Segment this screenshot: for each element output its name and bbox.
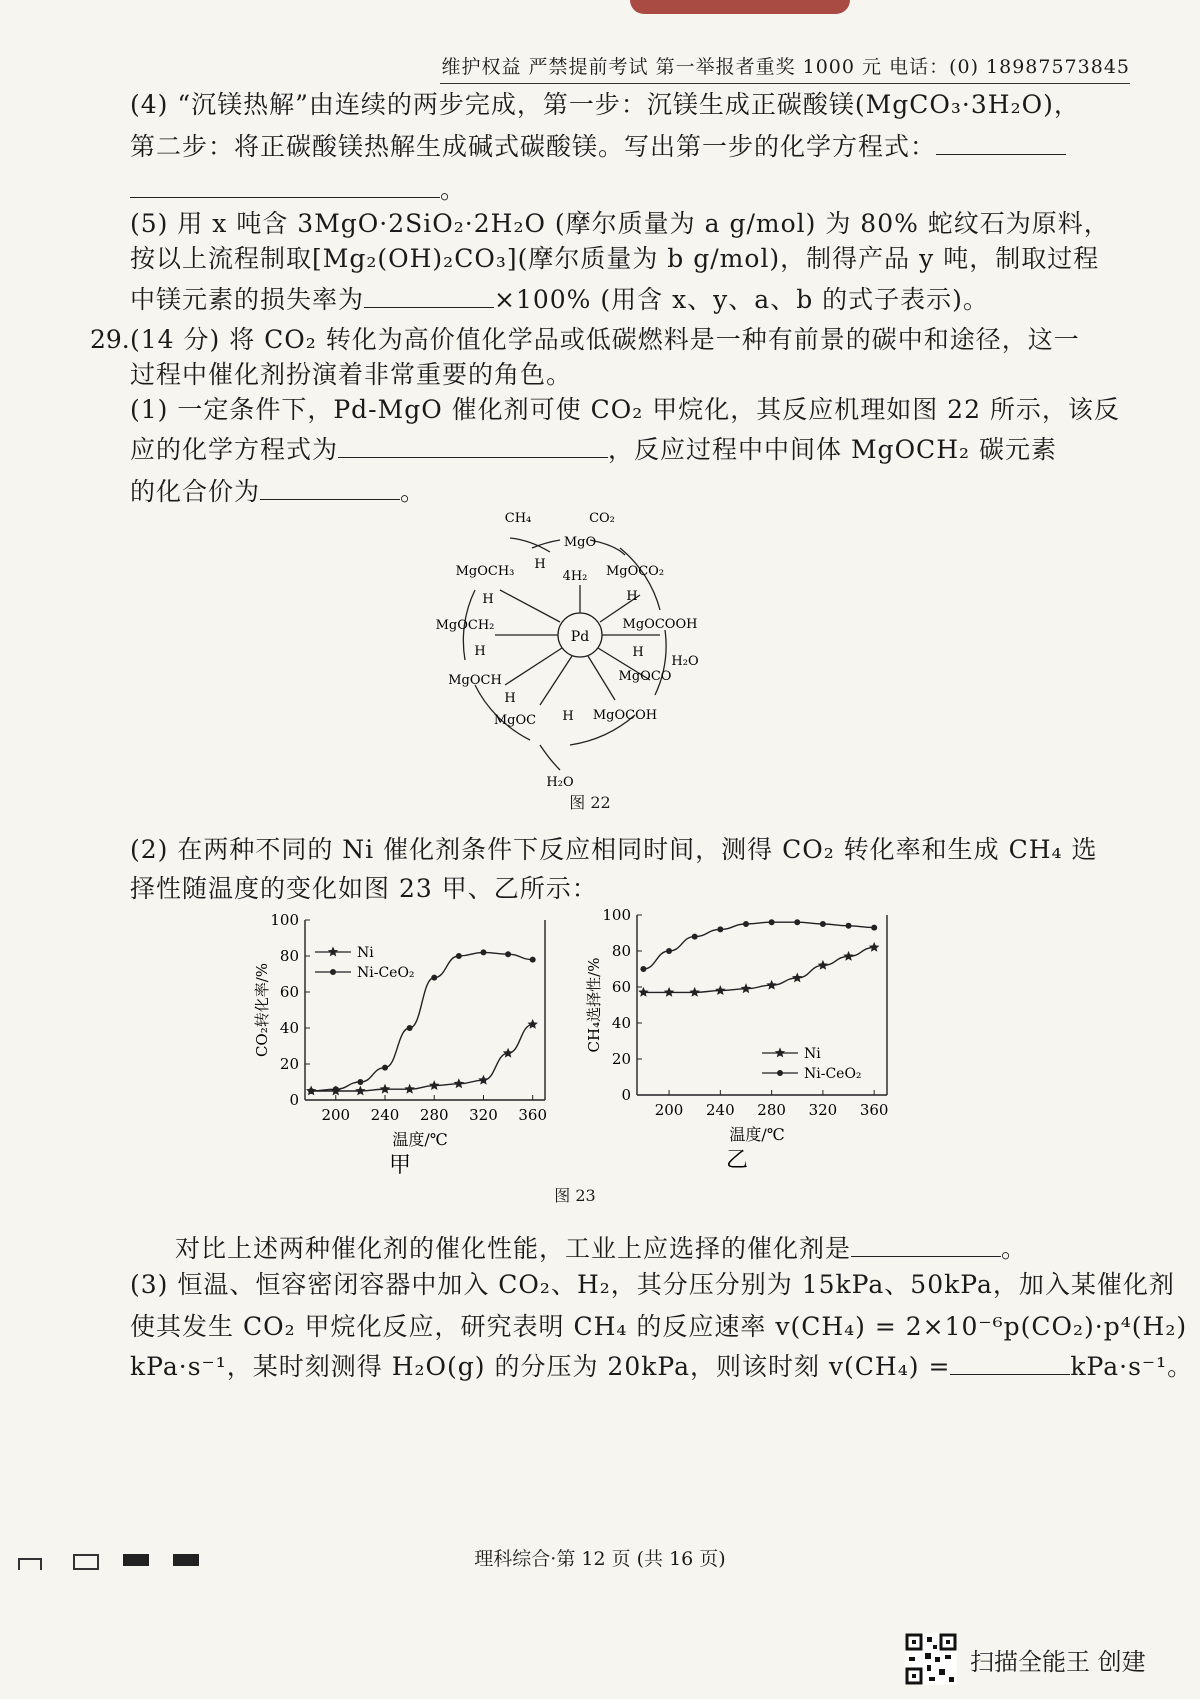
q29-p2-after	[175, 1232, 1027, 1266]
y-axis-label: CO₂转化率/%	[253, 962, 271, 1058]
node-mgocooh: MgOCOOH	[622, 617, 698, 632]
y-tick-label: 80	[279, 947, 299, 965]
q29-p3-line2: 使其发生 CO₂ 甲烷化反应，研究表明 CH₄ 的反应速率 v(CH₄) = 2×10⁻⁶p(CO₂)·p⁴(H₂)	[130, 1312, 1188, 1341]
y-tick-label: 100	[602, 906, 631, 924]
input-ch4: CH₄	[504, 511, 532, 526]
data-point-ni-ceo2	[640, 966, 646, 972]
data-point-ni-ceo2	[357, 1079, 363, 1085]
legend-label: Ni-CeO₂	[357, 965, 415, 981]
answer-blank[interactable]	[130, 175, 440, 198]
chart-title: 乙	[725, 1148, 749, 1173]
arrow-line	[588, 656, 615, 700]
q28-p5-line2: 按以上流程制取[Mg₂(OH)₂CO₃](摩尔质量为 b g/mol)，制得产品 y 吨，制取过程	[130, 244, 1100, 273]
x-tick-label: 320	[808, 1101, 838, 1119]
data-point-ni	[478, 1075, 489, 1085]
x-tick-label: 240	[706, 1101, 735, 1119]
top-binding-mark	[630, 0, 850, 14]
data-point-ni	[818, 960, 828, 970]
data-point-ni	[715, 985, 726, 995]
data-point-ni-ceo2	[717, 926, 723, 932]
arrow-ch4	[510, 538, 550, 552]
data-point-ni-ceo2	[692, 934, 698, 940]
q29-p2-line1: (2) 在两种不同的 Ni 催化剂条件下反应相同时间，测得 CO₂ 转化率和生成 CH₄ 选	[130, 835, 1098, 864]
q29-p2-after-start: 对比上述两种催化剂的催化性能，工业上应选择的催化剂是	[175, 1234, 852, 1263]
legend-label: Ni-CeO₂	[804, 1066, 862, 1082]
data-point-ni-ceo2	[846, 923, 852, 929]
answer-blank[interactable]	[364, 285, 494, 308]
data-point-ni-ceo2	[743, 921, 749, 927]
data-point-ni	[843, 951, 854, 961]
y-tick-label: 40	[279, 1019, 299, 1037]
y-tick-label: 20	[279, 1055, 299, 1073]
q29-p1-line2-end: ，反应过程中中间体 MgOCH₂ 碳元素	[608, 435, 1057, 464]
data-point-ni	[355, 1086, 365, 1096]
data-point-ni-ceo2	[308, 1088, 314, 1094]
x-axis-label: 温度/℃	[729, 1125, 785, 1144]
q29-p3-line3-end: kPa·s⁻¹。	[1070, 1352, 1194, 1381]
node-mgoco: MgOCO	[618, 669, 672, 684]
chart-title: 甲	[388, 1153, 412, 1175]
data-point-ni	[528, 1019, 538, 1029]
x-tick-label: 360	[518, 1106, 548, 1124]
x-tick-label: 200	[654, 1101, 684, 1119]
answer-blank[interactable]	[851, 1234, 1001, 1257]
figure-23-caption: 图 23	[554, 1186, 596, 1205]
h-label: H	[534, 557, 546, 572]
h-label: H	[474, 644, 486, 659]
node-mgoch: MgOCH	[448, 673, 502, 688]
answer-blank[interactable]	[950, 1352, 1070, 1375]
data-point-ni	[404, 1084, 414, 1094]
data-point-ni	[766, 980, 776, 990]
q28-p5-line3	[130, 283, 989, 317]
arrow-line	[540, 656, 572, 705]
h2o-out-2: H₂O	[546, 775, 574, 790]
x-axis-label: 温度/℃	[392, 1130, 448, 1149]
x-tick-label: 280	[757, 1101, 786, 1119]
q28-p5-line1: (5) 用 x 吨含 3MgO·2SiO₂·2H₂O (摩尔质量为 a g/mol) 为 80% 蛇纹石为原料，	[130, 209, 1110, 238]
input-4h2: 4H₂	[562, 569, 588, 584]
q29-p1-line3	[130, 475, 426, 509]
data-point-ni	[869, 942, 880, 952]
q28-p5-line3-start: 中镁元素的损失率为	[130, 285, 365, 314]
q29-p1-line2	[130, 433, 1057, 467]
cycle-arc	[655, 630, 666, 695]
data-point-ni-ceo2	[333, 1086, 339, 1092]
page-header: 维护权益 严禁提前考试 第一举报者重奖 1000 元 电话：(0) 18987573845	[440, 52, 1130, 84]
x-tick-label: 360	[859, 1101, 889, 1119]
y-tick-label: 40	[611, 1014, 631, 1032]
figure-22-caption: 图 22	[569, 793, 611, 812]
page-footer: 理科综合·第 12 页 (共 16 页)	[474, 1548, 726, 1570]
q29-intro-line1: (14 分) 将 CO₂ 转化为高价值化学品或低碳燃料是一种有前景的碳中和途径，这一	[130, 325, 1080, 354]
data-point-ni-ceo2	[480, 949, 486, 955]
y-tick-label: 60	[279, 983, 299, 1001]
legend-marker-ni-ceo2	[330, 969, 336, 975]
q29-p1-line3-end: 。	[400, 477, 427, 506]
node-mgoch3: MgOCH₃	[455, 564, 515, 579]
arrow-h2o-out	[540, 745, 560, 770]
answer-blank[interactable]	[260, 477, 400, 500]
q29-p1-line1: (1) 一定条件下，Pd-MgO 催化剂可使 CO₂ 甲烷化，其反应机理如图 22 所示，该反	[130, 395, 1120, 424]
data-point-ni-ceo2	[871, 925, 877, 931]
arrow-line	[500, 590, 560, 622]
q29-p3-line1: (3) 恒温、恒容密闭容器中加入 CO₂、H₂，其分压分别为 15kPa、50kPa，加入某催化剂	[130, 1270, 1175, 1299]
legend-label: Ni	[804, 1046, 821, 1062]
series-line-ni	[643, 947, 874, 992]
q29-p1-line3-start: 的化合价为	[130, 477, 261, 506]
data-point-ni	[380, 1084, 390, 1094]
h-label: H	[504, 691, 516, 706]
qr-code-icon	[905, 1633, 957, 1685]
data-point-ni-ceo2	[769, 919, 775, 925]
legend-marker-ni	[328, 947, 338, 957]
data-point-ni-ceo2	[382, 1065, 388, 1071]
q28-p4-line3	[130, 173, 466, 207]
h-label: H	[626, 589, 638, 604]
q28-p5-line3-end: ×100% (用含 x、y、a、b 的式子表示)。	[494, 285, 989, 314]
figure-22-mechanism	[420, 500, 740, 790]
q28-p4-line3-end: 。	[440, 175, 467, 204]
arrow-line	[505, 648, 562, 685]
data-point-ni	[664, 987, 675, 997]
y-tick-label: 20	[611, 1050, 631, 1068]
series-line-ni-ceo2	[311, 952, 533, 1091]
answer-blank[interactable]	[936, 132, 1066, 155]
data-point-ni	[792, 973, 803, 983]
data-point-ni	[503, 1048, 514, 1058]
q29-p3-line3-start: kPa·s⁻¹，某时刻测得 H₂O(g) 的分压为 20kPa，则该时刻 v(CH₄) =	[130, 1352, 951, 1381]
node-mgoco2: MgOCO₂	[605, 564, 665, 579]
x-tick-label: 240	[370, 1106, 400, 1124]
watermark-text: 扫描全能王 创建	[970, 1648, 1146, 1676]
data-point-ni-ceo2	[794, 919, 800, 925]
q29-p2-line2: 择性随温度的变化如图 23 甲、乙所示：	[130, 874, 598, 903]
node-mgoch2: MgOCH₂	[435, 618, 495, 633]
data-point-ni-ceo2	[407, 1025, 413, 1031]
data-point-ni-ceo2	[431, 975, 437, 981]
q28-p4-line1: (4) “沉镁热解”由连续的两步完成，第一步：沉镁生成正碳酸镁(MgCO₃·3H₂O)，	[130, 90, 1080, 119]
y-tick-label: 0	[289, 1091, 299, 1109]
x-tick-label: 320	[469, 1106, 498, 1124]
data-point-ni-ceo2	[820, 921, 826, 927]
series-line-ni	[311, 1024, 533, 1091]
data-point-ni-ceo2	[530, 957, 536, 963]
chart-jia	[245, 905, 575, 1175]
legend-label: Ni	[357, 945, 374, 961]
series-line-ni-ceo2	[643, 922, 874, 969]
node-mgoc: MgOC	[493, 713, 537, 728]
pd-label: Pd	[570, 629, 590, 645]
data-point-ni-ceo2	[456, 953, 462, 959]
input-co2: CO₂	[589, 511, 615, 526]
y-tick-label: 0	[621, 1086, 631, 1104]
q29-p2-after-end: 。	[1001, 1234, 1028, 1263]
y-axis-label: CH₄选择性/%	[585, 957, 603, 1053]
q28-p4-line2-text: 第二步：将正碳酸镁热解生成碱式碳酸镁。写出第一步的化学方程式：	[130, 132, 937, 161]
y-tick-label: 80	[611, 942, 631, 960]
answer-blank[interactable]	[338, 435, 608, 458]
node-mgocoh: MgOCOH	[592, 708, 658, 723]
y-tick-label: 100	[270, 911, 299, 929]
data-point-ni	[741, 983, 752, 993]
h-label: H	[562, 709, 574, 724]
q29-p3-line3	[130, 1350, 1193, 1384]
data-point-ni	[638, 987, 648, 997]
chart-yi	[575, 900, 915, 1175]
data-point-ni-ceo2	[666, 948, 672, 954]
q29-p1-line2-start: 应的化学方程式为	[130, 435, 339, 464]
legend-marker-ni-ceo2	[777, 1070, 783, 1076]
q29-number: 29.	[90, 325, 130, 354]
y-tick-label: 60	[611, 978, 631, 996]
h-label: H	[632, 645, 644, 660]
data-point-ni	[429, 1080, 440, 1090]
q29-intro-line2: 过程中催化剂扮演着非常重要的角色。	[130, 360, 573, 389]
h-label: H	[482, 592, 494, 607]
x-tick-label: 280	[419, 1106, 449, 1124]
h2o-out-1: H₂O	[671, 654, 699, 669]
node-mgo: MgO	[563, 535, 597, 550]
data-point-ni-ceo2	[505, 951, 511, 957]
cycle-arc	[532, 540, 560, 548]
data-point-ni	[454, 1078, 465, 1088]
x-tick-label: 200	[321, 1106, 351, 1124]
legend-marker-ni	[775, 1048, 785, 1058]
q28-p4-line2	[130, 130, 1066, 164]
data-point-ni	[690, 987, 700, 997]
